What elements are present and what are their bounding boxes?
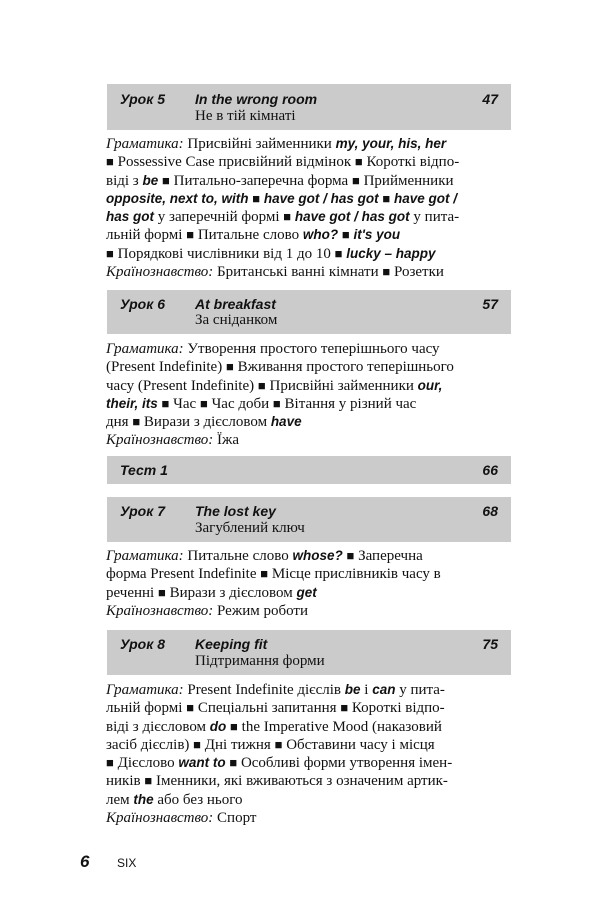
square-bullet-icon: ■	[230, 718, 238, 734]
square-bullet-icon: ■	[272, 395, 281, 411]
description-line	[106, 736, 513, 754]
english-term: be	[344, 682, 361, 697]
description-line	[106, 791, 513, 809]
description-line	[106, 263, 513, 281]
english-term: have got /	[393, 190, 457, 206]
square-bullet-icon: ■	[161, 395, 170, 411]
text-run: Обставини часу і місця	[282, 736, 435, 753]
lesson-header	[107, 84, 511, 130]
lesson-description	[106, 135, 513, 281]
description-line	[106, 565, 513, 583]
lesson-page: 57	[482, 296, 498, 312]
text-run: Присвійні займенники	[183, 136, 336, 152]
square-bullet-icon: ■	[186, 227, 195, 243]
description-line	[106, 718, 513, 736]
lesson-number: Урок 7	[120, 503, 166, 519]
text-run: Вирази з дієсловом	[140, 414, 271, 431]
square-bullet-icon: ■	[162, 172, 170, 188]
square-bullet-icon: ■	[193, 736, 202, 752]
english-term: it's you	[353, 227, 401, 243]
description-line	[106, 413, 513, 431]
square-bullet-icon: ■	[106, 755, 114, 771]
lesson-number: Урок 6	[120, 296, 166, 312]
english-term: our,	[417, 377, 443, 393]
description-line	[106, 547, 513, 565]
section-label: Граматика:	[106, 548, 184, 564]
description-line	[106, 699, 513, 717]
text-run: Дієслово	[113, 755, 179, 772]
text-run: the Imperative Mood (наказовий	[237, 718, 442, 735]
square-bullet-icon: ■	[225, 359, 234, 375]
english-term: whose?	[292, 548, 343, 563]
description-line	[106, 208, 513, 226]
lesson-subtitle: За сніданком	[195, 312, 278, 328]
description-line	[106, 377, 513, 395]
square-bullet-icon: ■	[274, 736, 283, 752]
description-line	[106, 358, 513, 376]
lesson-title: Keeping fit	[195, 636, 268, 652]
square-bullet-icon: ■	[354, 154, 363, 170]
square-bullet-icon: ■	[260, 566, 269, 582]
square-bullet-icon: ■	[341, 227, 350, 243]
square-bullet-icon: ■	[132, 414, 141, 430]
text-run: реченні	[106, 584, 158, 601]
description-line	[106, 681, 513, 699]
section-label: Країнознавство:	[106, 602, 214, 619]
english-term: who?	[302, 227, 339, 243]
description-line	[106, 602, 513, 620]
square-bullet-icon: ■	[351, 172, 360, 188]
text-run: Спеціальні запитання	[194, 700, 341, 717]
square-bullet-icon: ■	[257, 377, 266, 393]
description-line	[106, 245, 513, 263]
text-run: льній формі	[106, 700, 187, 717]
text-run: Питально-заперечна форма	[169, 172, 352, 189]
section-label: Країнознавство:	[106, 810, 214, 827]
square-bullet-icon: ■	[106, 245, 114, 261]
lesson-number: Урок 5	[120, 91, 166, 107]
text-run: часу (Present Indefinite)	[106, 377, 258, 394]
english-term: have got / has got	[263, 190, 379, 206]
description-line	[106, 754, 513, 772]
square-bullet-icon: ■	[382, 190, 391, 206]
text-run: і	[360, 682, 373, 698]
text-run: Їжа	[213, 432, 240, 449]
description-line	[106, 172, 513, 190]
square-bullet-icon: ■	[106, 154, 114, 170]
english-term: do	[209, 718, 227, 734]
text-run: Порядкові числівники від 1 до 10	[113, 245, 335, 262]
section-label: Країнознавство:	[106, 432, 214, 449]
text-run: Утворення простого теперішнього часу	[183, 341, 440, 357]
description-line	[106, 340, 513, 358]
text-run: Заперечна	[354, 548, 423, 564]
english-term: has got	[106, 209, 155, 225]
english-term: have got / has got	[294, 209, 410, 225]
square-bullet-icon: ■	[252, 190, 261, 206]
text-run: Питальне слово	[194, 227, 303, 244]
lesson-description	[106, 547, 513, 620]
lesson-description	[106, 681, 513, 827]
text-run: Present Indefinite дієслів	[183, 682, 345, 698]
lesson-title: The lost key	[195, 503, 276, 519]
lesson-page: 68	[482, 503, 498, 519]
square-bullet-icon: ■	[283, 209, 292, 225]
text-run: Короткі відпо-	[348, 700, 445, 717]
text-run: льній формі	[106, 227, 187, 244]
text-run: Possessive Case присвійний відмінок	[113, 154, 355, 171]
description-line	[106, 135, 513, 153]
text-run: (Present Indefinite)	[106, 359, 226, 376]
english-term: want to	[178, 755, 226, 771]
text-run: Вирази з дієсловом	[165, 584, 297, 601]
text-run: у пита-	[395, 682, 445, 698]
description-line	[106, 772, 513, 790]
text-run: віді з дієсловом	[106, 718, 210, 735]
square-bullet-icon: ■	[340, 700, 349, 716]
text-run: лем	[106, 791, 134, 808]
text-run: у пита-	[409, 209, 460, 226]
lesson-number: Урок 8	[120, 636, 166, 652]
text-run: Місце прислівників часу в	[268, 566, 441, 583]
lesson-description	[106, 340, 513, 450]
text-run: Спорт	[213, 810, 257, 827]
text-run: Особливі форми утворення імен-	[237, 755, 453, 772]
test-header	[107, 456, 511, 484]
english-term: lucky – happy	[346, 245, 436, 261]
square-bullet-icon: ■	[346, 548, 355, 563]
lesson-subtitle: Підтримання форми	[195, 653, 325, 669]
square-bullet-icon: ■	[144, 773, 153, 789]
description-line	[106, 395, 513, 413]
english-term: their, its	[106, 395, 158, 411]
english-term: be	[142, 172, 159, 188]
section-label: Граматика:	[106, 341, 184, 357]
section-label: Країнознавство:	[106, 264, 214, 281]
text-run: Іменники, які вживаються з означеним артик-	[152, 773, 448, 790]
text-run: Британські ванні кімнати	[213, 264, 383, 281]
description-line	[106, 190, 513, 208]
english-term: get	[296, 584, 317, 600]
test-number: Тест 1	[120, 462, 168, 478]
text-run: Присвійні займенники	[265, 377, 418, 394]
square-bullet-icon: ■	[199, 395, 208, 411]
square-bullet-icon: ■	[382, 264, 391, 280]
test-page: 66	[482, 462, 498, 478]
section-label: Граматика:	[106, 136, 184, 152]
lesson-header	[107, 497, 511, 542]
text-run: або без нього	[153, 791, 243, 808]
square-bullet-icon: ■	[229, 755, 238, 771]
text-run: ників	[106, 773, 145, 790]
text-run: Режим роботи	[213, 602, 308, 619]
lesson-subtitle: Не в тій кімнаті	[195, 108, 296, 124]
lesson-page: 47	[482, 91, 498, 107]
english-term: have	[270, 414, 302, 430]
text-run: Час доби	[207, 395, 273, 412]
lesson-page: 75	[482, 636, 498, 652]
page-number: 6	[80, 852, 90, 871]
square-bullet-icon: ■	[186, 700, 195, 716]
english-term: can	[372, 682, 396, 697]
text-run: засіб дієслів)	[106, 736, 194, 753]
lesson-title: At breakfast	[195, 296, 276, 312]
description-line	[106, 809, 513, 827]
text-run: форма Present Indefinite	[106, 566, 261, 583]
english-term: the	[133, 791, 154, 807]
text-run: Дні тижня	[201, 736, 275, 753]
text-run: віді з	[106, 172, 143, 189]
description-line	[106, 226, 513, 244]
lesson-subtitle: Загублений ключ	[195, 520, 305, 536]
text-run: Розетки	[390, 264, 444, 281]
square-bullet-icon: ■	[334, 245, 343, 261]
text-run: Питальне слово	[183, 548, 293, 564]
english-term: my, your, his, her	[335, 136, 447, 151]
lesson-header	[107, 290, 511, 334]
text-run: Прийменники	[359, 172, 454, 189]
description-line	[106, 584, 513, 602]
lesson-header	[107, 630, 511, 675]
description-line	[106, 431, 513, 449]
text-run: у заперечній формі	[154, 209, 284, 226]
text-run: Час	[169, 395, 200, 412]
text-run: Короткі відпо-	[362, 154, 460, 171]
text-run: Вживання простого теперішнього	[233, 359, 454, 376]
page-number-word: SIX	[117, 856, 137, 870]
text-run: дня	[106, 414, 133, 431]
lesson-title: In the wrong room	[195, 91, 318, 107]
description-line	[106, 153, 513, 171]
square-bullet-icon: ■	[157, 584, 166, 600]
text-run: Вітання у різний час	[280, 395, 417, 412]
english-term: opposite, next to, with	[106, 190, 249, 206]
section-label: Граматика:	[106, 682, 184, 698]
